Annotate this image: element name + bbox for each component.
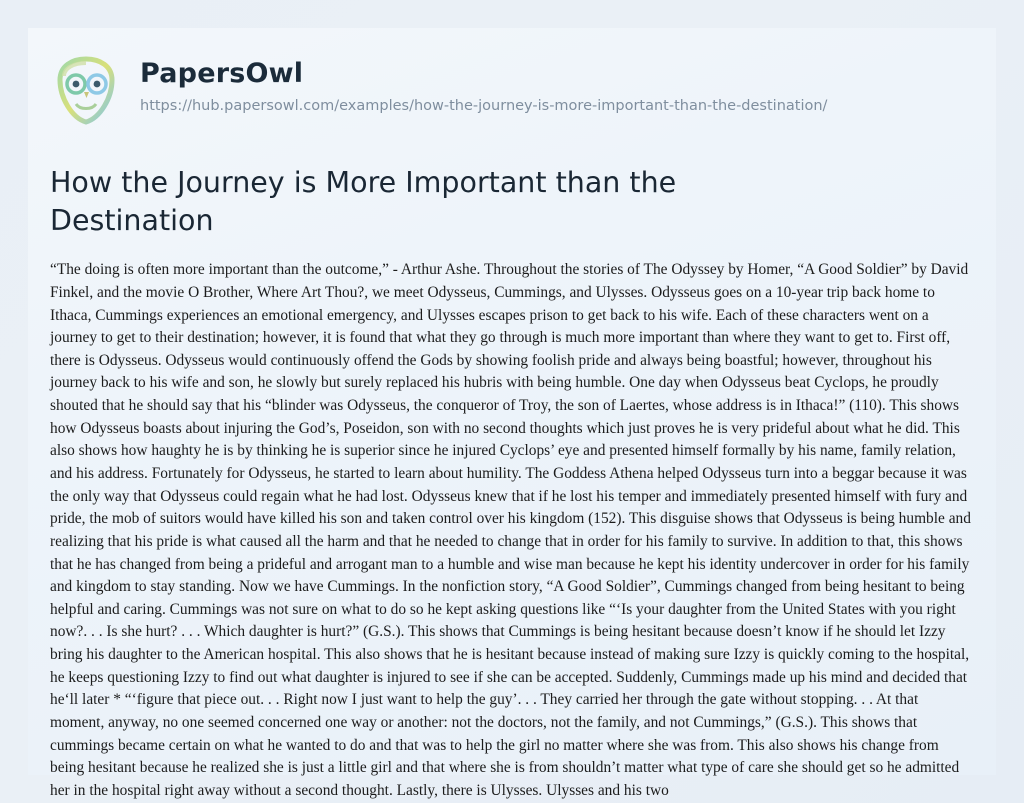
brand-name: PapersOwl [140, 58, 304, 89]
essay-body: “The doing is often more important than the outcome,” - Arthur Ashe. Throughout the stories of The Odyssey by Homer, “A Good Soldier” by David Finkel, and the movie O Brother, Where Art Thou?, we meet Odysseus, Cummings, and Ulysses. Odysseus goes on a 10-year trip back home to Ithaca, Cummings experiences an emotional emergency, and Ulysses escapes prison to get back to his wife. Each of these characters went on a journey to get to their destination; however, it is found that what they go through is much more important than where they want to get to. First off, there is Odysseus. Odysseus would continuously offend the Gods by showing foolish pride and always being boastful; however, throughout his journey back to his wife and son, he slowly but surely replaced his hubris with being humble. One day when Odysseus beat Cyclops, he proudly shouted that he should say that his “blinder was Odysseus, the conqueror of Troy, the son of Laertes, whose address is in Ithaca!” (110). This shows how Odysseus boasts about injuring the God’s, Poseidon, son with no second thoughts which just proves he is very prideful about what he did. This also shows how haughty he is by thinking he is superior since he injured Cyclops’ eye and presented himself formally by his name, family relation, and his address. Fortunately for Odysseus, he started to learn about humility. The Goddess Athena helped Odysseus turn into a beggar because it was the only way that Odysseus could regain what he had lost. Odysseus knew that if he lost his temper and immediately presented himself with fury and pride, the mob of suitors would have killed his son and taken control over his kingdom (152). This disguise shows that Odysseus is being humble and realizing that his pride is what caused all the harm and that he needed to change that in order for his family to survive. In addition to that, this shows that he has changed from being a prideful and arrogant man to a humble and wise man because he kept his identity undercover in order for his family and kingdom to stay standing. Now we have Cummings. In the nonfiction story, “A Good Soldier”, Cummings changed from being hesitant to being helpful and caring. Cummings was not sure on what to do so he kept asking questions like “‘Is your daughter from the United States with you right now?. . . Is she hurt? . . . Which daughter is hurt?” (G.S.). This shows that Cummings is being hesitant because doesn’t know if he should let Izzy bring his daughter to the American hospital. This also shows that he is hesitant because instead of making sure Izzy is quickly coming to the hospital, he keeps questioning Izzy to find out what daughter is injured to see if she can be accepted. Suddenly, Cummings made up his mind and decided that he‘ll later * “‘figure that piece out. . . Right now I just want to help the guy’. . . They carried her through the gate without stopping. . . At that moment, anyway, no one seemed concerned one way or another: not the doctors, not the family, and not Cummings,” (G.S.). This shows that cummings became certain on what he wanted to do and that was to help the girl no matter where she was from. This also shows his change from being hesitant because he realized she is just a little girl and that where she is from shouldn’t matter what type of care she should get so he admitted her in the hospital right away without a second thought. Lastly, there is Ulysses. Ulysses and his two [50, 261, 975, 799]
page-title: How the Journey is More Important than the Destination [50, 166, 677, 237]
document-sheet [28, 28, 996, 799]
document-header [28, 28, 996, 148]
brand-text [140, 50, 827, 117]
source-url[interactable]: https://hub.papersowl.com/examples/how-the-journey-is-more-important-than-the-destination/ [140, 98, 828, 114]
owl-logo-icon [50, 54, 122, 126]
brand-row [50, 50, 996, 126]
